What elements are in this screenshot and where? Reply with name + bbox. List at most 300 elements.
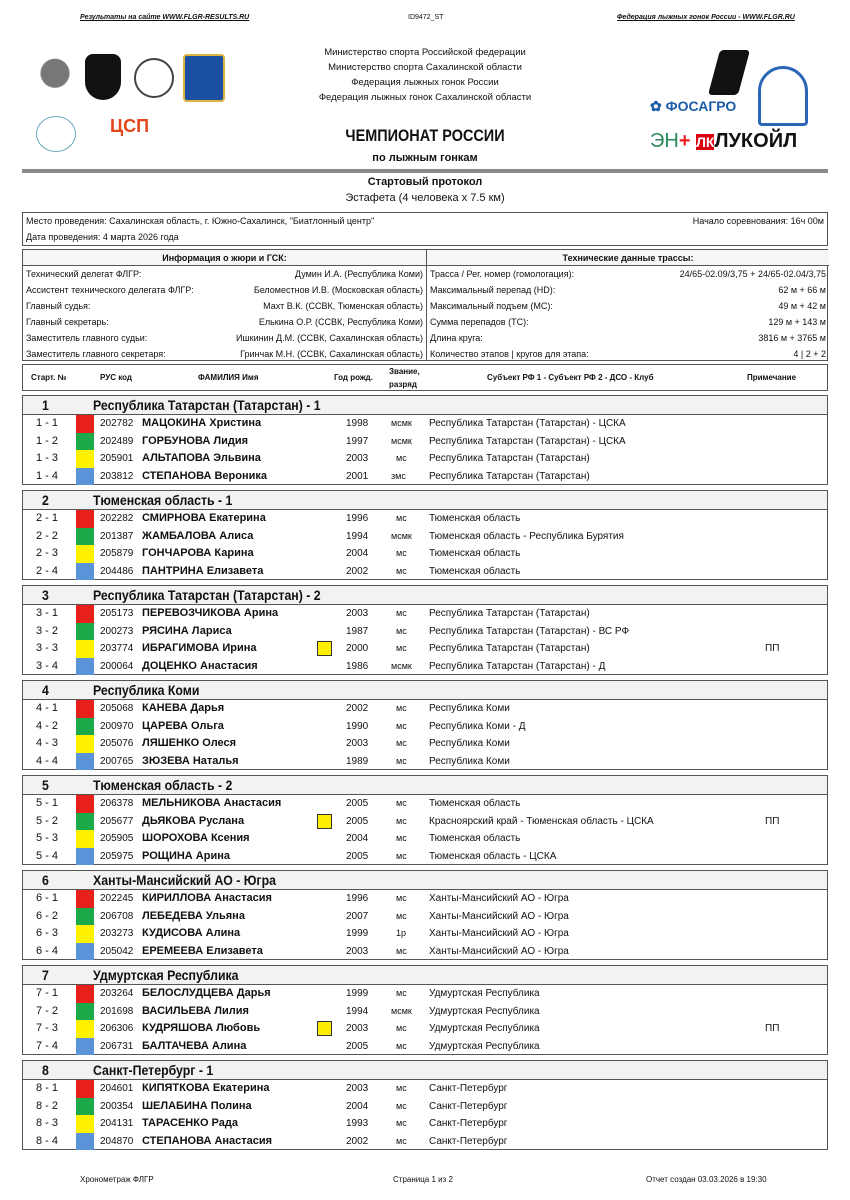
document-id: ID9472_ST <box>408 14 444 21</box>
birth-year: 2003 <box>346 608 369 619</box>
rank: мсмк <box>391 660 412 671</box>
birth-year: 2004 <box>346 833 369 844</box>
yellow-flag-marker <box>317 641 332 656</box>
leg-color-swatch <box>76 1038 94 1056</box>
track-row <box>427 346 829 362</box>
athlete-name: КУДРЯШОВА Любовь <box>142 1022 261 1034</box>
start-number: 4 - 4 <box>36 754 59 767</box>
jury-row <box>23 266 426 282</box>
athlete-name: РОЩИНА Арина <box>142 849 230 862</box>
start-number: 4 - 2 <box>36 719 59 732</box>
subject-club: Тюменская область <box>429 548 521 559</box>
rank: мс <box>396 1118 407 1128</box>
rus-code: 204131 <box>100 1118 134 1129</box>
team-header <box>23 586 827 605</box>
track-label: Максимальный подъем (MC): <box>430 301 553 311</box>
birth-year: 1996 <box>346 893 369 904</box>
subject-club: Республика Коми - Д <box>429 720 526 732</box>
birth-year: 2002 <box>346 565 369 577</box>
club-logo <box>85 54 121 100</box>
leg-color-swatch <box>76 925 94 943</box>
track-value: 129 м + 143 м <box>768 317 826 327</box>
leg-color-swatch <box>76 735 94 753</box>
info-table <box>22 249 828 361</box>
rank: мс <box>396 988 407 998</box>
subject-club: Тюменская область - Республика Бурятия <box>429 530 624 542</box>
rank: мс <box>396 755 407 766</box>
track-value: 4 | 2 + 2 <box>793 349 826 359</box>
team-header <box>23 491 827 510</box>
jury-row <box>23 346 426 362</box>
minsport-logo <box>32 54 78 109</box>
note: ПП <box>765 643 780 654</box>
jury-row <box>23 330 426 346</box>
rank: мс <box>396 1135 407 1146</box>
leg-color-swatch <box>76 813 94 831</box>
athlete-name: КИПЯТКОВА Екатерина <box>142 1082 270 1094</box>
table-row <box>23 985 827 1003</box>
team-number: 1 <box>42 397 49 413</box>
start-number: 2 - 4 <box>36 564 59 577</box>
rus-code: 200970 <box>100 720 134 732</box>
note: ПП <box>765 1023 780 1034</box>
birth-year: 2001 <box>346 470 369 482</box>
leg-color-swatch <box>76 415 94 433</box>
start-number: 3 - 3 <box>36 642 59 654</box>
team-name: Санкт-Петербург - 1 <box>93 1062 214 1078</box>
leg-color-swatch <box>76 563 94 581</box>
start-number: 3 - 1 <box>36 607 59 619</box>
rank: мс <box>396 1023 407 1033</box>
athlete-name: ДЬЯКОВА Руслана <box>142 814 245 827</box>
table-row <box>23 943 827 961</box>
jury-label: Технический делегат ФЛГР: <box>26 269 142 279</box>
team-name: Ханты-Мансийский АО - Югра <box>93 872 276 888</box>
leg-color-swatch <box>76 640 94 658</box>
rus-code: 200064 <box>100 660 134 672</box>
rus-code: 201698 <box>100 1005 134 1017</box>
rus-code: 205677 <box>100 815 134 827</box>
leg-color-swatch <box>76 1098 94 1116</box>
venue-box <box>22 212 828 246</box>
subject-club: Республика Татарстан (Татарстан) - Д <box>429 660 606 672</box>
start-number: 1 - 3 <box>36 452 59 464</box>
jury-row <box>23 298 426 314</box>
organizer: Федерация лыжных гонок Сахалинской области <box>318 92 532 103</box>
rus-code: 204601 <box>100 1083 134 1094</box>
subject-club: Республика Татарстан (Татарстан) <box>429 453 590 464</box>
start-number: 8 - 3 <box>36 1117 59 1129</box>
rank: мс <box>396 608 407 618</box>
results-site-link[interactable]: Результаты на сайте WWW.FLGR-RESULTS.RU <box>80 14 250 21</box>
team-name: Тюменская область - 1 <box>93 492 233 508</box>
rus-code: 205975 <box>100 850 134 862</box>
leg-color-swatch <box>76 985 94 1003</box>
subject-club: Удмуртская Республика <box>429 1040 540 1052</box>
subject-club: Республика Коми <box>429 703 510 714</box>
athlete-name: ЕРЕМЕЕВА Елизавета <box>142 944 263 957</box>
birth-year: 2000 <box>346 643 369 654</box>
athlete-name: ГОРБУНОВА Лидия <box>142 434 248 447</box>
table-row <box>23 925 827 943</box>
athlete-name: МЕЛЬНИКОВА Анастасия <box>142 797 282 809</box>
col-rank: Звание, <box>389 367 420 376</box>
col-rank-2: разряд <box>389 380 417 389</box>
subject-club: Тюменская область <box>429 833 521 844</box>
team-name: Удмуртская Республика <box>93 967 239 983</box>
birth-year: 2003 <box>346 1083 369 1094</box>
table-row <box>23 623 827 641</box>
table-row <box>23 450 827 468</box>
rus-code: 206731 <box>100 1040 134 1052</box>
start-number: 3 - 4 <box>36 659 59 672</box>
subject-club: Удмуртская Республика <box>429 988 540 999</box>
team-name: Республика Татарстан (Татарстан) - 1 <box>93 397 321 413</box>
rank: мс <box>396 565 407 576</box>
team-block <box>22 395 828 485</box>
leg-color-swatch <box>76 700 94 718</box>
subject-club: Ханты-Мансийский АО - Югра <box>429 910 569 922</box>
athlete-name: СМИРНОВА Екатерина <box>142 512 266 524</box>
start-number: 1 - 4 <box>36 469 59 482</box>
athlete-name: ПЕРЕВОЗЧИКОВА Арина <box>142 607 279 619</box>
rank: мс <box>396 893 407 903</box>
birth-year: 2004 <box>346 1100 369 1112</box>
team-block <box>22 680 828 770</box>
team-header <box>23 966 827 985</box>
athlete-name: РЯСИНА Лариса <box>142 624 232 637</box>
team-number: 3 <box>42 587 49 603</box>
athlete-name: СТЕПАНОВА Вероника <box>142 469 268 482</box>
team-name: Тюменская область - 2 <box>93 777 233 793</box>
track-info <box>426 250 829 360</box>
federation-site-link[interactable]: Федерация лыжных гонок России - WWW.FLGR.RU <box>617 14 795 21</box>
table-row <box>23 1038 827 1056</box>
table-row <box>23 795 827 813</box>
athlete-name: КУДИСОВА Алина <box>142 927 241 939</box>
rus-code: 203774 <box>100 643 134 654</box>
birth-year: 2005 <box>346 798 369 809</box>
start-number: 6 - 1 <box>36 892 59 904</box>
flgr-logo <box>758 66 808 126</box>
team-block <box>22 1060 828 1150</box>
rus-code: 205879 <box>100 548 134 559</box>
table-row <box>23 718 827 736</box>
team-block <box>22 965 828 1055</box>
rank: мсмк <box>391 530 412 541</box>
start-number: 1 - 1 <box>36 417 59 429</box>
page-number: Страница 1 из 2 <box>393 1175 453 1184</box>
athlete-name: КИРИЛЛОВА Анастасия <box>142 892 272 904</box>
rank: мс <box>396 850 407 861</box>
start-number: 1 - 2 <box>36 434 59 447</box>
leg-color-swatch <box>76 1115 94 1133</box>
leg-color-swatch <box>76 908 94 926</box>
jury-row <box>23 282 426 298</box>
track-value: 3816 м + 3765 м <box>758 333 826 343</box>
leg-color-swatch <box>76 528 94 546</box>
rus-code: 202282 <box>100 513 134 524</box>
table-row <box>23 908 827 926</box>
jury-label: Главный судья: <box>26 301 91 311</box>
rus-code: 201387 <box>100 530 134 542</box>
athlete-name: ДОЦЕНКО Анастасия <box>142 659 258 672</box>
rus-code: 204870 <box>100 1135 134 1147</box>
athlete-name: ЛЯШЕНКО Олеся <box>142 737 237 749</box>
rank: мсмк <box>391 1005 412 1016</box>
rank: мс <box>396 513 407 523</box>
birth-year: 2007 <box>346 910 369 922</box>
protocol-title: Стартовый протокол <box>367 176 483 188</box>
athlete-name: ИБРАГИМОВА Ирина <box>142 642 257 654</box>
subject-club: Республика Татарстан (Татарстан) - ВС РФ <box>429 625 630 637</box>
team-number: 6 <box>42 872 49 888</box>
table-row <box>23 753 827 771</box>
track-value: 49 м + 42 м <box>778 301 826 311</box>
athlete-name: ЛЕБЕДЕВА Ульяна <box>142 909 245 922</box>
championship-title: ЧЕМПИОНАТ РОССИИ <box>345 126 505 145</box>
championship-subtitle: по лыжным гонкам <box>372 152 478 164</box>
start-number: 8 - 1 <box>36 1082 59 1094</box>
team-number: 5 <box>42 777 49 793</box>
event-date: Дата проведения: 4 марта 2026 года <box>26 232 179 242</box>
birth-year: 1993 <box>346 1118 369 1129</box>
column-header <box>22 364 828 391</box>
start-number: 6 - 3 <box>36 927 59 939</box>
birth-year: 2004 <box>346 548 369 559</box>
track-label: Длина круга: <box>430 333 483 343</box>
subject-club: Тюменская область <box>429 513 521 524</box>
table-row <box>23 468 827 486</box>
athlete-name: МАЦОКИНА Христина <box>142 417 262 429</box>
table-row <box>23 1115 827 1133</box>
start-number: 7 - 3 <box>36 1022 59 1034</box>
leg-color-swatch <box>76 795 94 813</box>
col-subject: Субъект РФ 1 - Субъект РФ 2 - ДСО - Клуб <box>487 373 654 382</box>
birth-year: 1994 <box>346 530 369 542</box>
birth-year: 2002 <box>346 1135 369 1147</box>
team-number: 7 <box>42 967 49 983</box>
jury-value: Гринчак М.Н. (ССВК, Сахалинская область) <box>240 349 423 359</box>
subject-club: Санкт-Петербург <box>429 1118 508 1129</box>
jury-label: Ассистент технического делегата ФЛГР: <box>26 285 194 295</box>
jury-label: Заместитель главного секретаря: <box>26 349 166 359</box>
start-number: 5 - 4 <box>36 849 59 862</box>
subject-club: Тюменская область <box>429 565 521 577</box>
rus-code: 206708 <box>100 910 134 922</box>
rus-code: 203273 <box>100 928 134 939</box>
subject-club: Тюменская область <box>429 798 521 809</box>
team-block <box>22 585 828 675</box>
athlete-name: СТЕПАНОВА Анастасия <box>142 1134 273 1147</box>
track-row <box>427 314 829 330</box>
rank: мс <box>396 453 407 463</box>
subject-club: Республика Татарстан (Татарстан) <box>429 643 590 654</box>
team-number: 4 <box>42 682 49 698</box>
start-number: 8 - 4 <box>36 1134 59 1147</box>
yellow-flag-marker <box>317 1021 332 1036</box>
athlete-name: КАНЕВА Дарья <box>142 702 225 714</box>
leg-color-swatch <box>76 753 94 771</box>
track-row <box>427 330 829 346</box>
leg-color-swatch <box>76 1080 94 1098</box>
track-label: Сумма перепадов (TC): <box>430 317 529 327</box>
jury-value: Думин И.А. (Республика Коми) <box>294 269 423 279</box>
table-row <box>23 1098 827 1116</box>
birth-year: 1999 <box>346 988 369 999</box>
federation-logo <box>36 116 76 152</box>
leg-color-swatch <box>76 605 94 623</box>
start-number: 5 - 3 <box>36 832 59 844</box>
subject-club: Санкт-Петербург <box>429 1135 508 1147</box>
subject-club: Санкт-Петербург <box>429 1083 508 1094</box>
rus-code: 204486 <box>100 565 134 577</box>
subject-club: Республика Татарстан (Татарстан) - ЦСКА <box>429 435 626 447</box>
rank: мсмк <box>391 418 412 428</box>
rus-code: 202489 <box>100 435 134 447</box>
athlete-name: ГОНЧАРОВА Карина <box>142 547 254 559</box>
track-row <box>427 298 829 314</box>
team-number: 8 <box>42 1062 49 1078</box>
track-value: 24/65-02.09/3,75 + 24/65-02.04/3,75 <box>679 269 826 279</box>
subject-club: Красноярский край - Тюменская область - ЦСКА <box>429 815 654 827</box>
leg-color-swatch <box>76 830 94 848</box>
jury-label: Главный секретарь: <box>26 317 109 327</box>
birth-year: 2005 <box>346 1040 369 1052</box>
athlete-name: АЛЬТАПОВА Эльвина <box>142 452 261 464</box>
start-number: 6 - 2 <box>36 909 59 922</box>
subject-club: Ханты-Мансийский АО - Югра <box>429 893 569 904</box>
subject-club: Республика Татарстан (Татарстан) - ЦСКА <box>429 418 626 429</box>
team-block <box>22 490 828 580</box>
rus-code: 205042 <box>100 945 134 957</box>
subject-club: Тюменская область - ЦСКА <box>429 850 557 862</box>
subject-club: Ханты-Мансийский АО - Югра <box>429 945 569 957</box>
table-row <box>23 563 827 581</box>
table-row <box>23 528 827 546</box>
subject-club: Удмуртская Республика <box>429 1005 540 1017</box>
table-row <box>23 890 827 908</box>
subject-club: Удмуртская Республика <box>429 1023 540 1034</box>
table-row <box>23 545 827 563</box>
start-number: 7 - 4 <box>36 1039 59 1052</box>
athlete-name: ЗЮЗЕВА Наталья <box>142 754 239 767</box>
subject-club: Республика Татарстан (Татарстан) <box>429 470 590 482</box>
sakhalin-coat-of-arms <box>183 54 225 102</box>
rank: мсмк <box>391 435 412 446</box>
leg-color-swatch <box>76 658 94 676</box>
athlete-name: ТАРАСЕНКО Рада <box>142 1117 238 1129</box>
birth-year: 1996 <box>346 513 369 524</box>
table-row <box>23 735 827 753</box>
jury-value: Беломестнов И.В. (Московская область) <box>253 285 423 295</box>
team-number: 2 <box>42 492 49 508</box>
table-row <box>23 830 827 848</box>
jury-value: Елькина О.Р. (ССВК, Республика Коми) <box>258 317 423 327</box>
organizer: Федерация лыжных гонок России <box>351 77 499 88</box>
col-note: Примечание <box>747 373 797 382</box>
athlete-name: ВАСИЛЬЕВА Лилия <box>142 1004 249 1017</box>
footer-timing: Хронометраж ФЛГР <box>80 1175 154 1184</box>
rank: мс <box>396 643 407 653</box>
jury-value: Ишкинин Д.М. (ССВК, Сахалинская область) <box>235 333 423 343</box>
team-header <box>23 776 827 795</box>
team-name: Республика Коми <box>93 682 200 698</box>
rus-code: 205173 <box>100 608 134 619</box>
rank: мс <box>396 738 407 748</box>
start-number: 7 - 2 <box>36 1004 59 1017</box>
rus-code: 202245 <box>100 893 134 904</box>
leg-color-swatch <box>76 623 94 641</box>
team-header <box>23 681 827 700</box>
start-number: 5 - 1 <box>36 797 59 809</box>
leg-color-swatch <box>76 943 94 961</box>
leg-color-swatch <box>76 450 94 468</box>
athlete-name: ЦАРЕВА Ольга <box>142 719 224 732</box>
jury-label: Заместитель главного судьи: <box>26 333 148 343</box>
csp-logo: ЦСП <box>110 116 150 136</box>
subject-club: Санкт-Петербург <box>429 1100 508 1112</box>
athlete-name: БАЛТАЧЕВА Алина <box>142 1039 247 1052</box>
start-number: 2 - 1 <box>36 512 59 524</box>
rus-code: 205905 <box>100 833 134 844</box>
start-number: 8 - 2 <box>36 1099 59 1112</box>
phosagro-logo: ✿ ФОСАГРО <box>650 98 737 114</box>
leg-color-swatch <box>76 1020 94 1038</box>
team-header <box>23 871 827 890</box>
table-row <box>23 433 827 451</box>
birth-year: 1997 <box>346 435 369 447</box>
rank: мс <box>396 815 407 826</box>
col-start: Старт. № <box>31 373 67 382</box>
athlete-name: ЖАМБАЛОВА Алиса <box>142 529 254 542</box>
subject-club: Республика Коми <box>429 738 510 749</box>
team-header <box>23 1061 827 1080</box>
table-row <box>23 605 827 623</box>
birth-year: 2003 <box>346 738 369 749</box>
jury-value: Махт В.К. (ССВК, Тюменская область) <box>263 301 423 311</box>
leg-color-swatch <box>76 890 94 908</box>
track-title: Технические данные трассы: <box>427 250 829 266</box>
yellow-flag-marker <box>317 814 332 829</box>
birth-year: 2003 <box>346 453 369 464</box>
team-name: Республика Татарстан (Татарстан) - 2 <box>93 587 321 603</box>
col-name: ФАМИЛИЯ Имя <box>198 373 259 382</box>
rank: мс <box>396 910 407 921</box>
table-row <box>23 1020 827 1038</box>
emblem-logo <box>134 58 174 98</box>
rus-code: 205068 <box>100 703 134 714</box>
rus-code: 200354 <box>100 1100 134 1112</box>
start-number: 4 - 1 <box>36 702 59 714</box>
birth-year: 1989 <box>346 755 369 767</box>
rus-code: 203812 <box>100 470 134 482</box>
team-block <box>22 775 828 865</box>
rus-code: 202782 <box>100 418 134 429</box>
track-row <box>427 266 829 282</box>
subject-club: Республика Татарстан (Татарстан) <box>429 608 590 619</box>
start-number: 7 - 1 <box>36 987 59 999</box>
track-label: Трасса / Рег. номер (гомологация): <box>430 269 575 279</box>
rus-code: 205076 <box>100 738 134 749</box>
rus-code: 205901 <box>100 453 134 464</box>
start-time: Начало соревнования: 16ч 00м <box>692 216 824 226</box>
leg-color-swatch <box>76 545 94 563</box>
team-header <box>23 396 827 415</box>
rank: мс <box>396 945 407 956</box>
rank: 1р <box>396 928 407 938</box>
birth-year: 1994 <box>346 1005 369 1017</box>
